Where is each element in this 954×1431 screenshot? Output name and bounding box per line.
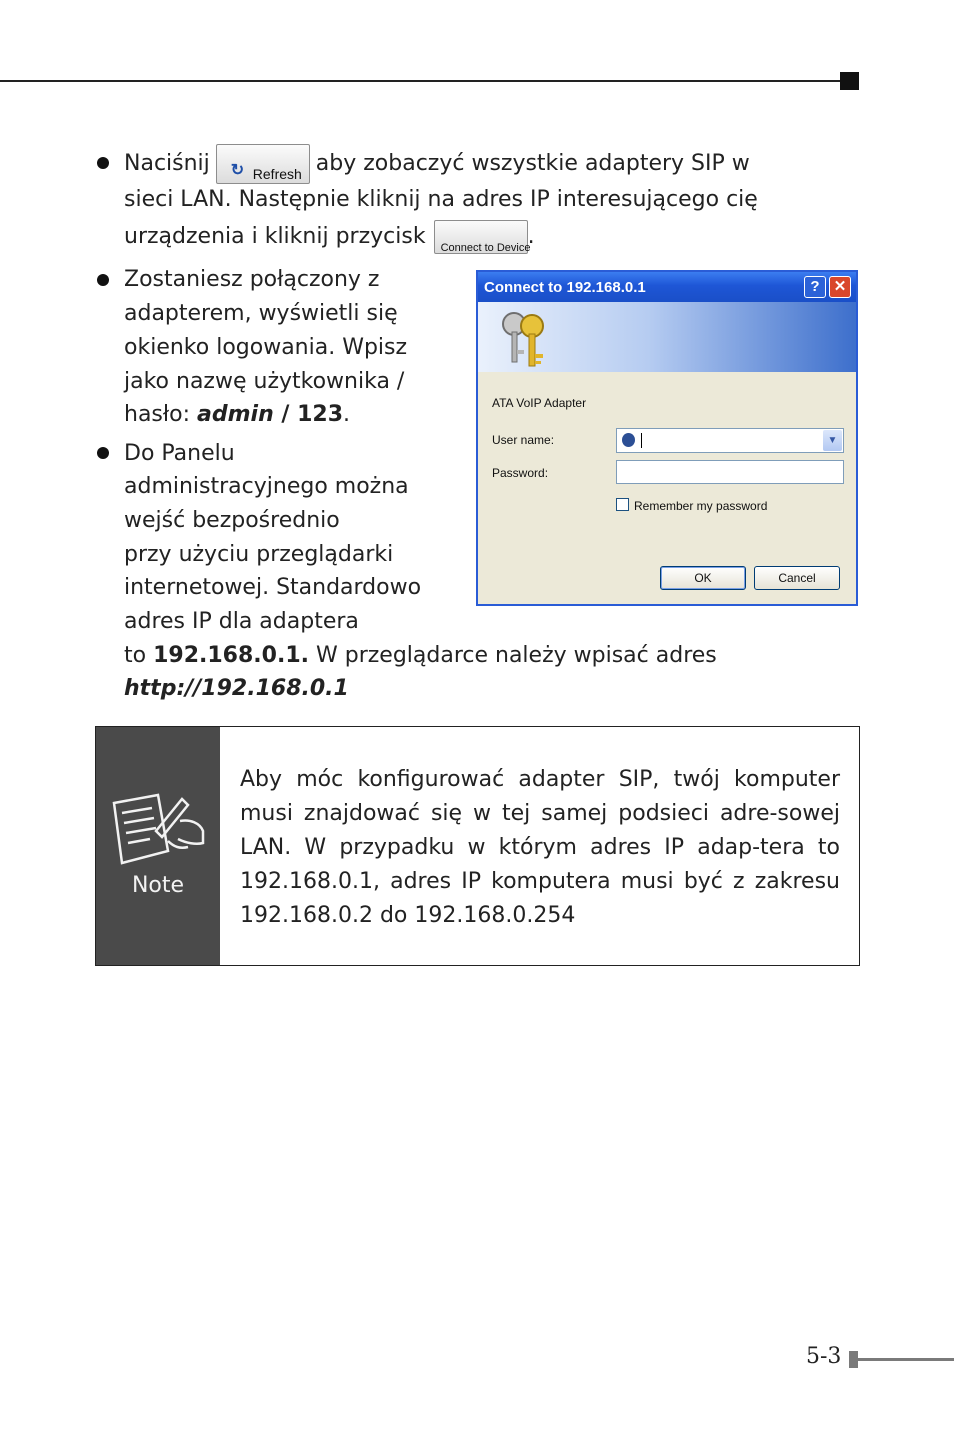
- dialog-banner: [478, 302, 856, 372]
- password-value: 123: [297, 402, 344, 427]
- refresh-button-image: [216, 144, 310, 184]
- password-prefix: hasło:: [124, 402, 198, 427]
- username-field[interactable]: [616, 428, 844, 453]
- chevron-down-icon[interactable]: ▼: [823, 430, 842, 451]
- remember-password-label[interactable]: Remember my password: [634, 499, 768, 513]
- user-icon: [622, 433, 635, 447]
- bullet3-line: administracyjnego można: [124, 474, 409, 499]
- bullet3-line: przy użyciu przeglądarki: [124, 542, 394, 567]
- cancel-button[interactable]: Cancel: [754, 566, 840, 590]
- ip-prefix: to: [124, 643, 154, 668]
- note-writing-hand-icon: [108, 791, 208, 871]
- keys-icon: [498, 308, 558, 370]
- admin-url: http://192.168.0.1: [124, 676, 349, 701]
- credential-separator: /: [273, 402, 298, 427]
- footer-marker: [849, 1351, 858, 1368]
- note-box: [95, 726, 860, 966]
- ip-suffix: W przeglądarce należy wpisać adres: [308, 643, 717, 668]
- username-label: User name:: [492, 433, 555, 447]
- connect-to-device-button-image: [434, 220, 531, 254]
- dialog-titlebar: [478, 272, 856, 302]
- note-sidebar: [96, 727, 220, 965]
- refresh-label: Refresh: [252, 166, 302, 182]
- connect-label: Connect to Device: [440, 242, 531, 254]
- password-label: Password:: [492, 466, 549, 480]
- bullet-marker: [97, 447, 109, 459]
- bullet1-line2: sieci LAN. Następnie kliknij na adres IP interesującego cię: [124, 187, 758, 212]
- bullet1-text-a: Naciśnij: [124, 151, 210, 176]
- bullet-marker: [97, 274, 109, 286]
- note-label: Note: [131, 873, 185, 898]
- note-text: Aby móc konfigurować adapter SIP, twój komputer musi znajdować się w tej samej podsieci adre-sowej LAN. W przypadku w którym adres IP adap-tera to 192.168.0.1, adres IP komputera musi być z zakresu 192.168.0.2 do 192.168.0.254: [240, 767, 840, 928]
- bullet3-line: adres IP dla adaptera: [124, 609, 359, 634]
- header-rule: [0, 80, 842, 82]
- login-dialog: [476, 270, 858, 606]
- bullet3-line: internetowej. Standardowo: [124, 575, 422, 600]
- dialog-title: Connect to 192.168.0.1: [484, 279, 646, 296]
- bullet1-line1: [124, 144, 750, 184]
- bullet2-line: jako nazwę użytkownika /: [124, 369, 405, 394]
- bullet3-url-line: [124, 672, 349, 706]
- bullet3-line: Do Panelu: [124, 441, 235, 466]
- help-icon[interactable]: ?: [804, 276, 826, 298]
- page-number: 5-3: [806, 1344, 842, 1369]
- bullet3-ip-line: [124, 639, 717, 673]
- bullet2-line: okienko logowania. Wpisz: [124, 335, 408, 360]
- credential-period: .: [343, 402, 351, 427]
- bullet1-text-b: aby zobaczyć wszystkie adaptery SIP w: [315, 151, 750, 176]
- text-caret: [641, 433, 642, 448]
- bullet2-line: adapterem, wyświetli się: [124, 301, 398, 326]
- bullet2-line: Zostaniesz połączony z: [124, 267, 380, 292]
- default-ip: 192.168.0.1.: [153, 643, 309, 668]
- bullet1-text-c: urządzenia i kliknij przycisk: [124, 224, 426, 249]
- password-field[interactable]: [616, 460, 844, 484]
- realm-label: ATA VoIP Adapter: [492, 396, 587, 410]
- bullet-marker: [97, 157, 109, 169]
- refresh-icon: ↻: [230, 162, 245, 179]
- bullet3-line: wejść bezpośrednio: [124, 508, 340, 533]
- ok-button[interactable]: OK: [660, 566, 746, 590]
- bullet1-line3: [124, 220, 535, 254]
- header-square-marker: [840, 72, 859, 90]
- username-value: admin: [197, 402, 274, 427]
- footer-rule: [858, 1358, 954, 1361]
- close-icon[interactable]: ✕: [829, 276, 851, 298]
- bullet1-period: .: [527, 224, 535, 249]
- remember-password-checkbox[interactable]: [616, 498, 629, 511]
- bullet2-credentials-line: [124, 398, 350, 432]
